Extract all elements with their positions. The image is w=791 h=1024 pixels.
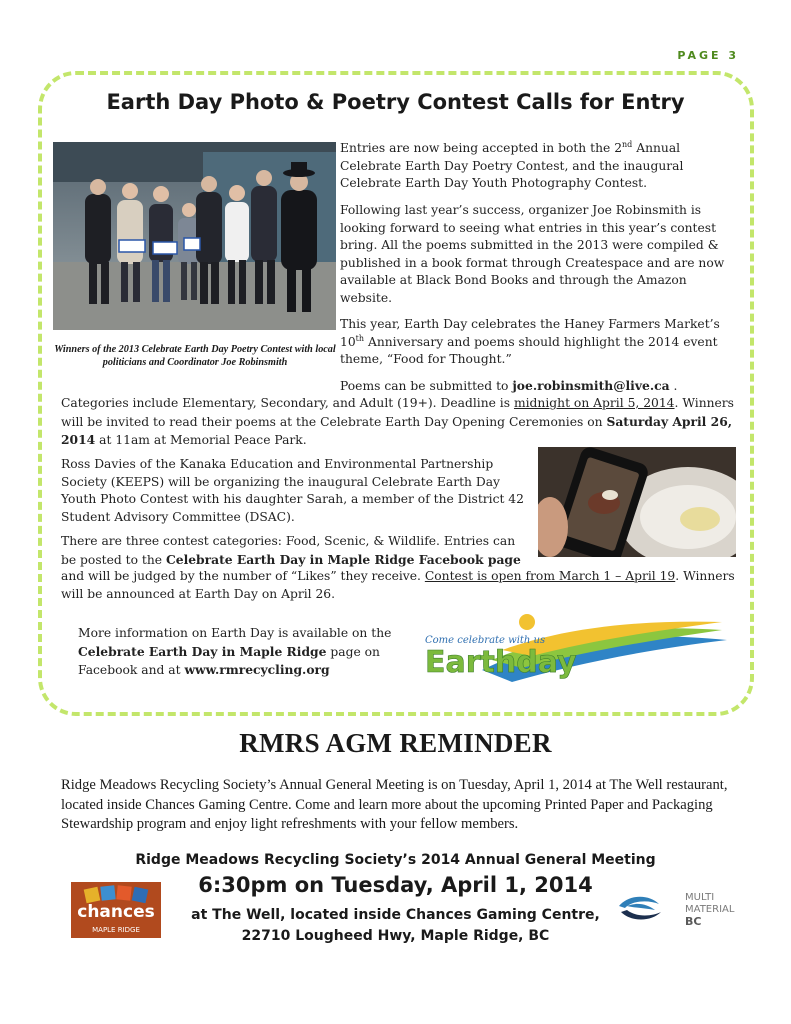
entries-text-b: Annual Celebrate Earth Day Poetry Contest, and the inaugural Celebrate Earth Day Youth Photography Contest.	[340, 141, 684, 190]
facebook-page-link[interactable]: Celebrate Earth Day in Maple Ridge Facebook page	[165, 551, 521, 567]
contest-open-dates: Contest is open from March 1 – April 19	[424, 569, 676, 583]
this-year-text-a: This year, Earth Day celebrates the Haney Farmers Market’s 10	[340, 317, 720, 349]
page-number: PAGE 3	[677, 49, 739, 62]
paragraph-this-year	[340, 316, 720, 369]
photo-cat-text-b: and will be judged by the number of “Likes” they receive.	[61, 569, 425, 583]
paragraph-following: Following last year’s success, organizer Joe Robinsmith is looking forward to seeing what entries in this year’s contest bring. All the poems submitted in the 2013 were compiled & published in a book format through Createspace and are now available at Black Bond Books and through the Amazon website.	[340, 203, 725, 305]
phone-food-photo	[538, 447, 736, 557]
more-info	[78, 625, 418, 680]
more-info-text-b: page on Facebook and at	[78, 644, 380, 677]
photo-cat-text-a: There are three contest categories: Food, Scenic, & Wildlife. Entries can be posted to the	[61, 534, 516, 567]
earthday-tagline: Come celebrate with us	[425, 635, 546, 646]
paragraph-entries	[340, 140, 740, 193]
chances-logo-graphic	[71, 882, 161, 938]
this-year-text-b: Anniversary and poems should highlight the 2014 event theme, “Food for Thought.”	[340, 334, 718, 366]
categories-text-b: . Winners will be invited to read their poems at the Celebrate Earth Day Opening Ceremonies on	[61, 396, 734, 429]
winners-photo-caption: Winners of the 2013 Celebrate Earth Day Poetry Contest with local politicians and Coordinator Joe Robinsmith	[54, 344, 336, 368]
poems-text-b: .	[669, 379, 678, 393]
deadline-text: midnight on April 5, 2014	[513, 396, 675, 410]
website-link[interactable]: www.rmrecycling.org	[184, 662, 330, 677]
mmbc-line-2: MATERIAL	[685, 904, 735, 915]
meeting-place-line-1: at The Well, located inside Chances Gaming Centre,	[191, 907, 600, 923]
chances-logo	[71, 882, 161, 938]
ceremony-date: Saturday April 26, 2014	[61, 413, 733, 447]
mmbc-line-1: MULTI	[685, 892, 715, 903]
chances-sub: MAPLE RIDGE	[92, 926, 140, 934]
mmbc-line-3: BC	[685, 915, 702, 928]
photo-cat-text-c: . Winners will be announced at Earth Day on April 26.	[61, 569, 735, 601]
paragraph-categories	[61, 395, 741, 450]
this-year-sup: th	[355, 333, 365, 343]
earthday-wordmark: Earthday	[425, 645, 577, 680]
meeting-title: Ridge Meadows Recycling Society’s 2014 Annual General Meeting	[135, 852, 656, 868]
meeting-place-line-2: 22710 Lougheed Hwy, Maple Ridge, BC	[241, 928, 550, 944]
agm-paragraph: Ridge Meadows Recycling Society’s Annual General Meeting is on Tuesday, April 1, 2014 at The Well restaurant, located inside Chances Gaming Centre. Come and learn more about the upcoming Printed Paper and Packaging Stewardship program and enjoy light refreshments with your fellow members.	[61, 777, 728, 832]
contest-title: Earth Day Photo & Poetry Contest Calls for Entry	[106, 90, 685, 114]
more-info-text-a: More information on Earth Day is available on the	[78, 626, 392, 640]
entries-sup: nd	[622, 139, 633, 149]
earthday-logo	[422, 610, 732, 688]
chances-wordmark: chances	[77, 902, 155, 922]
categories-text-a: Categories include Elementary, Secondary, and Adult (19+). Deadline is	[61, 396, 514, 410]
email-link[interactable]: joe.robinsmith@live.ca	[512, 378, 670, 393]
paragraph-ross-davies: Ross Davies of the Kanaka Education and Environmental Partnership Society (KEEPS) will be organizing the inaugural Celebrate Earth Day Youth Photo Contest with his daughter Sarah, a member of the District 42 Student Advisory Committee (DSAC).	[61, 457, 524, 524]
categories-text-c: at 11am at Memorial Peace Park.	[95, 433, 307, 447]
paragraph-categories-photo	[61, 533, 531, 569]
earthday-page-link[interactable]: Celebrate Earth Day in Maple Ridge	[78, 643, 327, 659]
poems-text-a: Poems can be submitted to	[340, 379, 513, 393]
mmbc-logo	[615, 886, 750, 930]
winners-photo	[53, 142, 336, 330]
entries-text-a: Entries are now being accepted in both the 2	[340, 141, 623, 155]
earthday-logo-graphic	[422, 610, 732, 688]
mmbc-logo-graphic	[615, 886, 750, 930]
winners-photo-illustration	[53, 142, 336, 330]
meeting-time: 6:30pm on Tuesday, April 1, 2014	[198, 873, 593, 897]
phone-food-illustration	[538, 447, 736, 557]
paragraph-judging	[61, 568, 741, 603]
agm-title: RMRS AGM REMINDER	[239, 728, 552, 758]
paragraph-poems-submit	[340, 377, 740, 396]
